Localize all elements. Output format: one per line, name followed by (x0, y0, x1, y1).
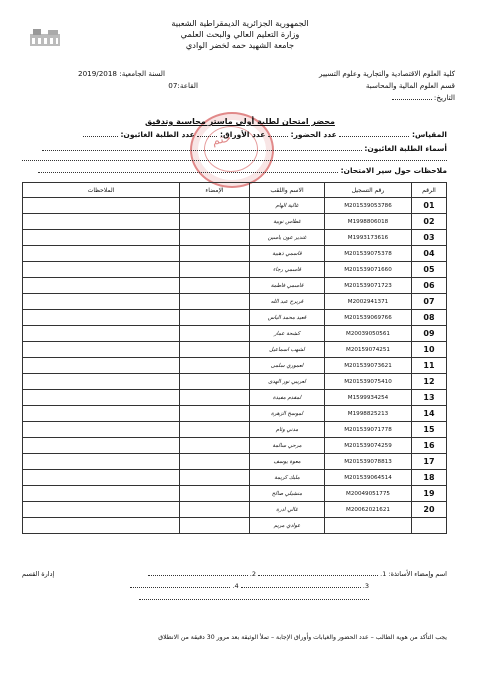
subject-label: المقياس: (411, 130, 447, 139)
row-name: عوادي مريم (250, 518, 325, 534)
row-name: معوة يوسف (250, 454, 325, 470)
row-number: 12 (412, 374, 447, 390)
table-row (23, 326, 447, 342)
row-number: 20 (412, 502, 447, 518)
row-registration: M201539075378 (325, 246, 412, 262)
signatures-block (22, 570, 447, 602)
row-name: لموسخ الزهرة (250, 406, 325, 422)
exam-notes-row (22, 166, 447, 175)
row-signature (180, 438, 250, 454)
row-signature (180, 246, 250, 262)
exam-notes-label: ملاحظات حول سير الامتحان: (340, 166, 447, 175)
row-registration: M201539053786 (325, 198, 412, 214)
row-number: 04 (412, 246, 447, 262)
table-row (23, 342, 447, 358)
table-row (23, 406, 447, 422)
row-signature (180, 230, 250, 246)
row-notes (23, 518, 180, 534)
row-name: قعيد محمد الياس (250, 310, 325, 326)
row-number: 15 (412, 422, 447, 438)
row-signature (180, 470, 250, 486)
row-signature (180, 278, 250, 294)
row-notes (23, 310, 180, 326)
university-logo-icon (28, 26, 62, 48)
row-signature (180, 406, 250, 422)
row-notes (23, 326, 180, 342)
row-registration: M1998806018 (325, 214, 412, 230)
table-row (23, 310, 447, 326)
row-name: غندير عون ياسين (250, 230, 325, 246)
row-notes (23, 214, 180, 230)
fields-row-1 (22, 130, 447, 139)
row-registration: M201539074259 (325, 438, 412, 454)
col-notes: الملاحظات (23, 183, 180, 198)
row-registration: M1998825213 (325, 406, 412, 422)
row-name: كشحة عمار (250, 326, 325, 342)
row-notes (23, 502, 180, 518)
row-name: قاسمي رجاء (250, 262, 325, 278)
row-notes (23, 454, 180, 470)
row-registration: M1599934254 (325, 390, 412, 406)
row-notes (23, 358, 180, 374)
professor-4: 4. (232, 582, 239, 590)
row-notes (23, 342, 180, 358)
row-notes (23, 422, 180, 438)
row-registration: M20049051775 (325, 486, 412, 502)
table-row (23, 278, 447, 294)
absent-count-label: عدد الطلبة الغائبون: (120, 130, 195, 139)
row-registration: M201539064514 (325, 470, 412, 486)
row-signature (180, 198, 250, 214)
row-number: 07 (412, 294, 447, 310)
row-name: غالية الهام (250, 198, 325, 214)
row-name: غالي ادرة (250, 502, 325, 518)
row-notes (23, 390, 180, 406)
row-registration: M201539071778 (325, 422, 412, 438)
row-signature (180, 518, 250, 534)
row-number: 14 (412, 406, 447, 422)
row-registration: M201539078813 (325, 454, 412, 470)
row-registration: M20062021621 (325, 502, 412, 518)
header (110, 18, 370, 51)
row-registration: M20159074251 (325, 342, 412, 358)
faculty-name: كلية العلوم الاقتصادية والتجارية وعلوم التسيير (319, 69, 455, 78)
left-info (78, 68, 198, 92)
row-registration: M20039050561 (325, 326, 412, 342)
col-signature: الإمضاء (180, 183, 250, 198)
table-row (23, 198, 447, 214)
row-signature (180, 358, 250, 374)
row-signature (180, 486, 250, 502)
row-signature (180, 422, 250, 438)
row-notes (23, 470, 180, 486)
col-name: الاسم واللقب (250, 183, 325, 198)
table-row (23, 262, 447, 278)
row-signature (180, 390, 250, 406)
table-row (23, 438, 447, 454)
row-notes (23, 294, 180, 310)
row-name: غطاس نوبية (250, 214, 325, 230)
row-notes (23, 198, 180, 214)
professors-label: اسم وإمضاء الأساتذة: (388, 570, 447, 578)
absent-names-line-2 (22, 160, 447, 161)
exam-room: القاعة:07 (168, 81, 198, 90)
row-number: 09 (412, 326, 447, 342)
table-row (23, 486, 447, 502)
header-republic: الجمهورية الجزائرية الديمقراطية الشعبية (171, 18, 309, 28)
attendance-table (22, 182, 447, 534)
table-row (23, 358, 447, 374)
row-notes (23, 246, 180, 262)
table-header-row (23, 183, 447, 198)
row-name: لشهب اسماعيل (250, 342, 325, 358)
row-name: لعموري سلمى (250, 358, 325, 374)
right-info (255, 68, 455, 104)
row-number: 01 (412, 198, 447, 214)
attendance-label: عدد الحضور: (290, 130, 337, 139)
header-ministry: وزارة التعليم العالي والبحث العلمي (180, 29, 300, 39)
row-number: 10 (412, 342, 447, 358)
row-number: 16 (412, 438, 447, 454)
row-notes (23, 278, 180, 294)
table-row (23, 246, 447, 262)
professor-3: 3. (362, 582, 369, 590)
col-registration: رقم التسجيل (325, 183, 412, 198)
row-name: لعريبي نور الهدى (250, 374, 325, 390)
row-notes (23, 262, 180, 278)
academic-year: السنة الجامعية: 2019/2018 (78, 69, 165, 78)
professor-1: 1. (380, 570, 387, 578)
row-signature (180, 310, 250, 326)
row-registration: M201539069766 (325, 310, 412, 326)
exam-title: محضر امتحان لطلبة أولى ماستر محاسبة وتدقيق (145, 117, 335, 126)
row-name: قاسمي ذهبية (250, 246, 325, 262)
table-row (23, 518, 447, 534)
professor-2: 2. (249, 570, 256, 578)
row-number: 11 (412, 358, 447, 374)
row-notes (23, 374, 180, 390)
table-row (23, 374, 447, 390)
row-notes (23, 406, 180, 422)
row-number: 02 (412, 214, 447, 230)
row-signature (180, 454, 250, 470)
absent-names-row (22, 144, 447, 153)
date-label: التاريخ: (255, 92, 455, 104)
absent-names-label: أسماء الطلبة الغائبون: (364, 144, 447, 153)
row-registration: M2002941371 (325, 294, 412, 310)
row-signature (180, 326, 250, 342)
row-signature (180, 502, 250, 518)
row-registration: M201539071660 (325, 262, 412, 278)
row-number (412, 518, 447, 534)
row-notes (23, 486, 180, 502)
row-registration: M1993173616 (325, 230, 412, 246)
table-row (23, 470, 447, 486)
row-signature (180, 262, 250, 278)
papers-label: عدد الأوراق: (220, 130, 266, 139)
col-number: الرقم (412, 183, 447, 198)
table-row (23, 422, 447, 438)
row-number: 03 (412, 230, 447, 246)
row-registration: M201539075410 (325, 374, 412, 390)
row-signature (180, 374, 250, 390)
department-name: قسم العلوم المالية والمحاسبة (365, 81, 455, 90)
row-name: منشيلي صالح (250, 486, 325, 502)
row-number: 19 (412, 486, 447, 502)
row-name: ملبك كريمة (250, 470, 325, 486)
header-university: جامعة الشهيد حمه لخضر الوادي (185, 40, 295, 50)
row-registration: M201539073621 (325, 358, 412, 374)
row-signature (180, 294, 250, 310)
footer-note: يجب التأكد من هوية الطالب – عدد الحضور والغيابات وأوراق الإجابة – تملأ الوثيقة بعد مرور 30 دقيقة من الانطلاق (158, 634, 447, 641)
row-number: 06 (412, 278, 447, 294)
row-registration: M201539071723 (325, 278, 412, 294)
row-signature (180, 214, 250, 230)
row-name: مدني وئام (250, 422, 325, 438)
row-name: قاسمي فاطمة (250, 278, 325, 294)
table-row (23, 502, 447, 518)
row-name: مرحي سالمة (250, 438, 325, 454)
table-row (23, 214, 447, 230)
row-signature (180, 342, 250, 358)
row-number: 17 (412, 454, 447, 470)
row-number: 08 (412, 310, 447, 326)
row-name: لمقدم مفيدة (250, 390, 325, 406)
row-number: 05 (412, 262, 447, 278)
row-notes (23, 230, 180, 246)
row-number: 13 (412, 390, 447, 406)
stamp-text: ختم (210, 130, 233, 148)
table-row (23, 454, 447, 470)
row-name: قريرح عبد الله (250, 294, 325, 310)
department-admin: إدارة القسم (22, 570, 55, 578)
table-row (23, 390, 447, 406)
row-notes (23, 438, 180, 454)
table-row (23, 230, 447, 246)
row-number: 18 (412, 470, 447, 486)
table-row (23, 294, 447, 310)
row-registration (325, 518, 412, 534)
